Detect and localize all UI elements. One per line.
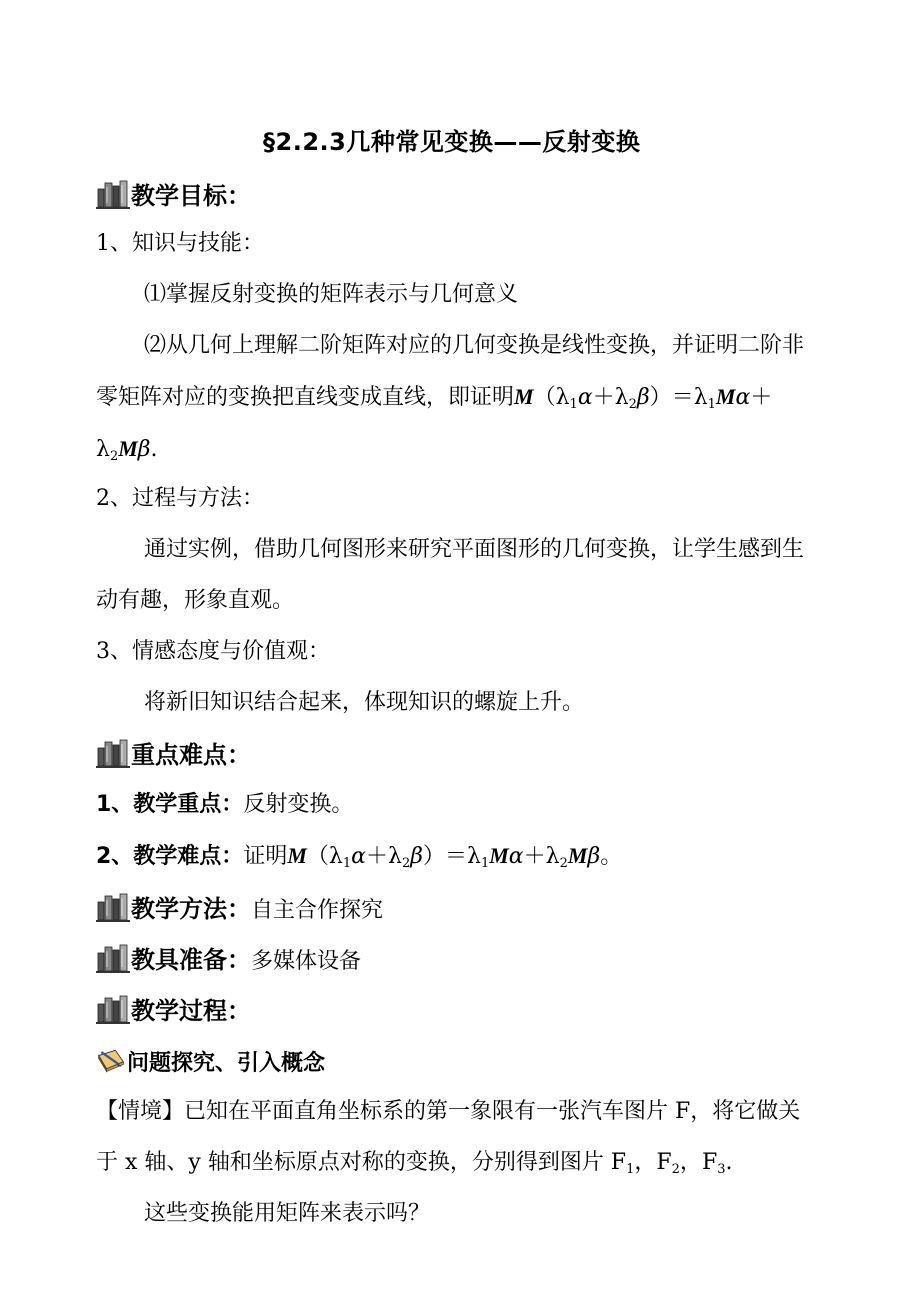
- key-points-heading: 重点难点：: [96, 738, 251, 770]
- tools-line: 教具准备：多媒体设备: [96, 943, 361, 977]
- key-point-2: 2、教学难点：证明$M(\lambda_1\alpha+\lambda_2\beta)=\lambda_1M\alpha+\lambda_2M\beta$。: [96, 843, 623, 871]
- method-line: 教学方法：自主合作探究: [96, 892, 383, 926]
- scenario-line-1: 【情境】已知在平面直角坐标系的第一象限有一张汽车图片 F，将它做关: [96, 1099, 801, 1124]
- emotion-line: 将新旧知识结合起来，体现知识的螺旋上升。: [144, 690, 585, 715]
- scenario-line-2: 于 x 轴、y 轴和坐标原点对称的变换，分别得到图片 $F_1$，$F_2$，$F_3$.: [96, 1150, 733, 1177]
- process-heading: 教学过程：: [96, 994, 251, 1026]
- books-icon: [96, 943, 130, 973]
- knowledge-item-2-line-1: ⑵从几何上理解二阶矩阵对应的几何变换是线性变换，并证明二阶非: [144, 333, 805, 358]
- process-label: 2、过程与方法：: [96, 486, 264, 511]
- knowledge-item-2-line-3: $\lambda_2M\beta$.: [96, 436, 158, 464]
- knowledge-label: 1、知识与技能：: [96, 231, 264, 256]
- book-pen-icon: [96, 1045, 126, 1075]
- key-point-1: 1、教学重点：反射变换。: [96, 792, 354, 817]
- books-icon: [96, 892, 130, 922]
- books-icon: [96, 179, 130, 209]
- books-icon: [96, 738, 130, 768]
- emotion-label: 3、情感态度与价值观：: [96, 639, 330, 664]
- goals-heading: 教学目标：: [96, 179, 251, 211]
- knowledge-item-2-line-2: 零矩阵对应的变换把直线变成直线，即证明$M(\lambda_1\alpha+\lambda_2\beta)=\lambda_1M\alpha+$: [96, 384, 773, 412]
- process-line-2: 动有趣，形象直观。: [96, 588, 295, 613]
- books-icon: [96, 994, 130, 1024]
- process-line-1: 通过实例，借助几何图形来研究平面图形的几何变换，让学生感到生: [144, 537, 805, 562]
- question-line: 这些变换能用矩阵来表示吗？: [144, 1201, 431, 1226]
- knowledge-item-1: ⑴掌握反射变换的矩阵表示与几何意义: [144, 282, 519, 307]
- page-title: §2.2.3几种常见变换——反射变换: [263, 128, 641, 156]
- explore-heading: 问题探究、引入概念: [96, 1045, 325, 1079]
